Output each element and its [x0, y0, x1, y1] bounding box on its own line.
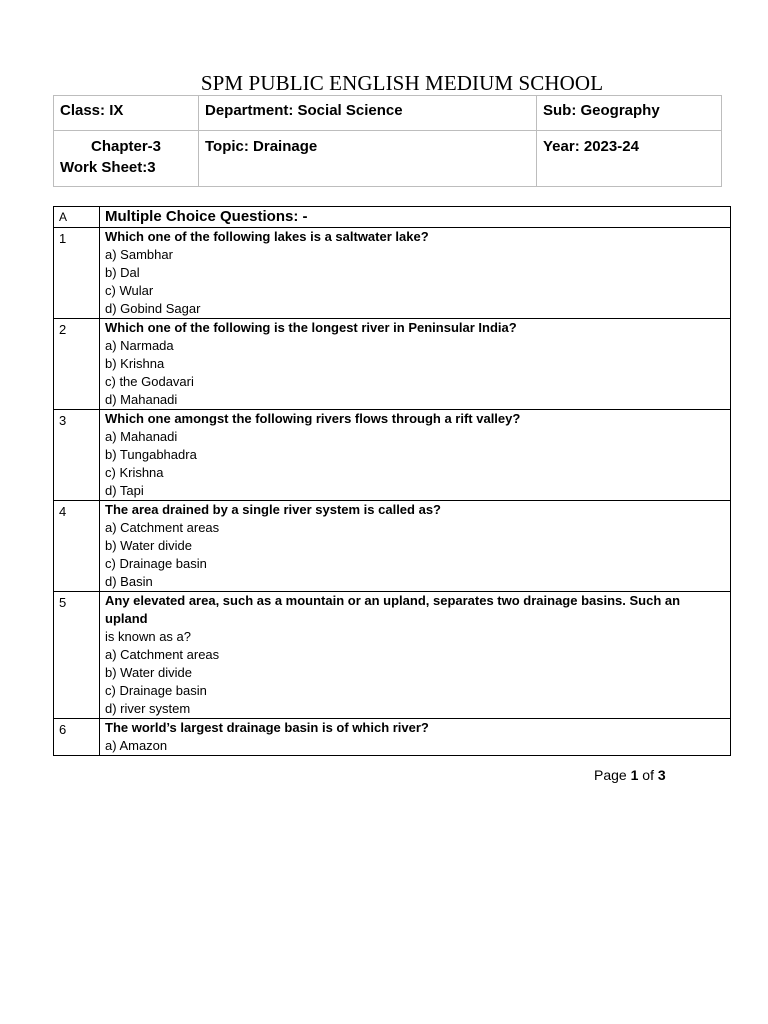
section-title: Multiple Choice Questions: -	[105, 208, 308, 225]
worksheet-label: Work Sheet:3	[60, 159, 156, 176]
class-cell: Class: IX	[54, 96, 199, 131]
option: c) Wular	[105, 283, 154, 298]
question-text: Which one of the following lakes is a saltwater lake?	[105, 229, 429, 244]
question-number: 3	[54, 410, 100, 501]
option: c) Krishna	[105, 465, 164, 480]
question-number: 6	[54, 719, 100, 756]
option: b) Dal	[105, 265, 140, 280]
option: a) Sambhar	[105, 247, 173, 262]
school-title: SPM PUBLIC ENGLISH MEDIUM SCHOOL	[200, 71, 604, 95]
current-page: 1	[630, 767, 639, 783]
page-footer	[594, 767, 666, 783]
page-word: Page	[594, 767, 627, 783]
option: a) Catchment areas	[105, 520, 220, 535]
option: b) Water divide	[105, 538, 192, 553]
question-text: Any elevated area, such as a mountain or an upland, separates two drainage basins. Such an upland	[105, 593, 681, 626]
question-row	[54, 228, 731, 319]
question-cell	[100, 501, 731, 592]
option: a) Amazon	[105, 738, 168, 753]
option: c) Drainage basin	[105, 683, 207, 698]
question-number: 1	[54, 228, 100, 319]
question-cell	[100, 410, 731, 501]
question-text-continued: is known as a?	[105, 629, 191, 644]
info-row-2	[54, 131, 722, 187]
of-word: of	[642, 767, 654, 783]
option: b) Krishna	[105, 356, 165, 371]
question-cell	[100, 719, 731, 756]
section-row	[54, 207, 731, 228]
question-row	[54, 592, 731, 719]
question-text: Which one of the following is the longest river in Peninsular India?	[105, 320, 517, 335]
option: d) Mahanadi	[105, 392, 178, 407]
subject-cell: Sub: Geography	[537, 96, 722, 131]
option: d) Basin	[105, 574, 153, 589]
option: b) Tungabhadra	[105, 447, 197, 462]
info-row-1	[54, 96, 722, 131]
question-row	[54, 319, 731, 410]
mcq-table	[53, 206, 731, 756]
option: d) Tapi	[105, 483, 144, 498]
question-text: The area drained by a single river system is called as?	[105, 502, 441, 517]
question-row	[54, 719, 731, 756]
department-cell: Department: Social Science	[199, 96, 537, 131]
question-cell	[100, 592, 731, 719]
question-number: 2	[54, 319, 100, 410]
topic-cell: Topic: Drainage	[199, 131, 537, 187]
year-cell: Year: 2023-24	[537, 131, 722, 187]
question-row	[54, 501, 731, 592]
total-pages: 3	[657, 767, 666, 783]
question-text: Which one amongst the following rivers flows through a rift valley?	[105, 411, 521, 426]
option: d) Gobind Sagar	[105, 301, 201, 316]
option: a) Catchment areas	[105, 647, 220, 662]
option: b) Water divide	[105, 665, 192, 680]
option: c) Drainage basin	[105, 556, 207, 571]
question-cell	[100, 228, 731, 319]
option: a) Narmada	[105, 338, 174, 353]
section-title-cell	[100, 207, 731, 228]
option: d) river system	[105, 701, 191, 716]
section-label: A	[54, 207, 100, 228]
chapter-cell	[54, 131, 199, 187]
question-cell	[100, 319, 731, 410]
option: a) Mahanadi	[105, 429, 178, 444]
info-table	[53, 95, 722, 187]
question-number: 5	[54, 592, 100, 719]
question-text: The world’s largest drainage basin is of which river?	[105, 720, 429, 735]
question-row	[54, 410, 731, 501]
chapter-label: Chapter-3	[91, 138, 162, 155]
option: c) the Godavari	[105, 374, 194, 389]
question-number: 4	[54, 501, 100, 592]
